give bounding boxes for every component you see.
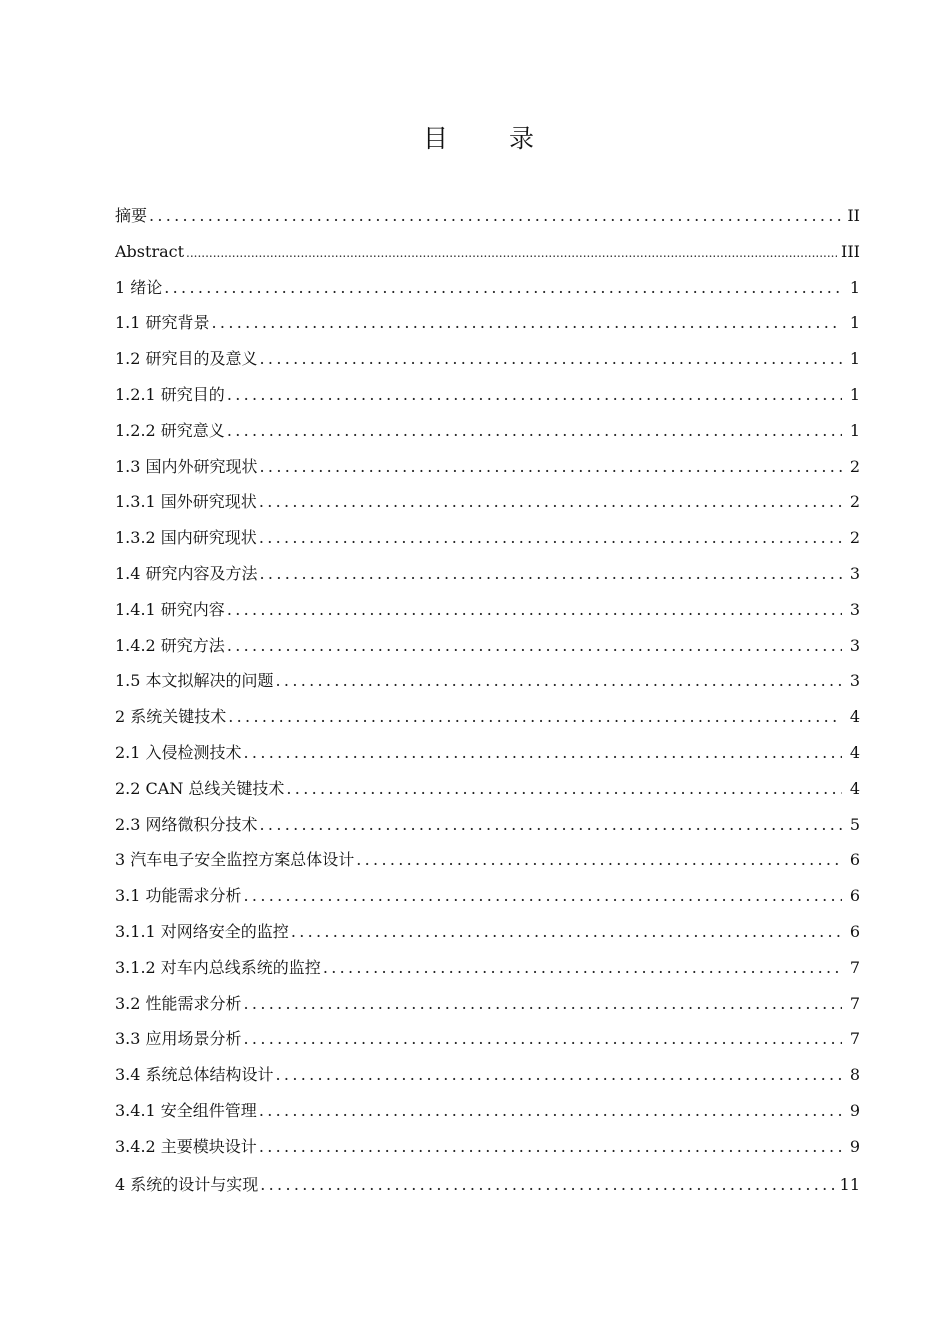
toc-leader-dots (244, 986, 842, 1022)
toc-entry (115, 449, 860, 485)
toc-entry-page: 4 (849, 742, 860, 762)
toc-entry (115, 663, 860, 699)
toc-entry-label: 2.1 入侵检测技术 (115, 742, 242, 762)
toc-list (115, 198, 860, 1202)
toc-entry-label: 2.3 网络微积分技术 (115, 814, 258, 834)
toc-entry-page: 5 (849, 814, 860, 834)
toc-entry-page: II (847, 206, 860, 225)
toc-leader-dots (212, 305, 842, 341)
toc-entry-page: 11 (839, 1174, 860, 1194)
toc-leader-dots (356, 842, 842, 878)
toc-leader-dots (260, 807, 842, 843)
toc-entry (115, 198, 860, 234)
toc-entry-page: 6 (849, 921, 860, 941)
toc-entry-label: 3.1.2 对车内总线系统的监控 (115, 957, 321, 977)
toc-entry-label: 3.4.1 安全组件管理 (115, 1100, 257, 1120)
toc-entry-label: 1.2.1 研究目的 (115, 384, 225, 404)
toc-entry-page: III (841, 241, 860, 261)
toc-leader-dots (227, 413, 842, 449)
toc-title: 目 录 (422, 124, 552, 153)
toc-entry (115, 1129, 860, 1165)
toc-entry-label: 摘要 (115, 206, 148, 225)
toc-entry (115, 1057, 860, 1093)
toc-leader-dots (260, 341, 842, 377)
toc-entry-page: 1 (849, 313, 860, 333)
toc-entry-page: 1 (849, 277, 860, 297)
toc-entry-page: 1 (849, 420, 860, 440)
toc-leader-dots (186, 236, 837, 272)
toc-entry (115, 735, 860, 771)
toc-entry-page: 2 (849, 456, 860, 476)
toc-entry-label: 1.1 研究背景 (115, 313, 210, 333)
toc-entry (115, 413, 860, 449)
toc-entry-page: 3 (849, 563, 860, 583)
toc-entry-label: 3.1.1 对网络安全的监控 (115, 921, 289, 941)
toc-leader-dots (291, 914, 842, 950)
toc-entry-label: 3.3 应用场景分析 (115, 1029, 242, 1049)
toc-leader-dots (149, 198, 842, 234)
toc-entry-label: 1.4.1 研究内容 (115, 599, 225, 619)
toc-leader-dots (260, 449, 842, 485)
toc-entry-label: 1 绪论 (115, 277, 163, 297)
toc-entry-page: 6 (849, 886, 860, 906)
toc-entry-label: 3.1 功能需求分析 (115, 886, 242, 906)
toc-leader-dots (276, 663, 842, 699)
toc-entry (115, 878, 860, 914)
toc-entry-page: 7 (849, 957, 860, 977)
toc-entry (115, 1167, 860, 1203)
toc-entry (115, 842, 860, 878)
toc-entry-label: 3.2 性能需求分析 (115, 993, 242, 1013)
toc-leader-dots (227, 377, 842, 413)
toc-leader-dots (244, 735, 842, 771)
toc-leader-dots (259, 1093, 842, 1129)
toc-leader-dots (259, 484, 842, 520)
toc-leader-dots (164, 270, 842, 306)
toc-leader-dots (244, 878, 842, 914)
toc-entry-page: 8 (849, 1065, 860, 1085)
toc-entry-label: 1.4 研究内容及方法 (115, 563, 258, 583)
toc-entry-page: 2 (849, 492, 860, 512)
toc-entry-label: 4 系统的设计与实现 (115, 1174, 259, 1194)
toc-leader-dots (260, 556, 842, 592)
toc-entry-label: 2.2 CAN 总线关键技术 (115, 778, 285, 798)
toc-entry-page: 3 (849, 671, 860, 691)
toc-entry-page: 6 (849, 850, 860, 870)
toc-entry (115, 556, 860, 592)
toc-entry (115, 305, 860, 341)
toc-leader-dots (286, 771, 842, 807)
toc-entry (115, 914, 860, 950)
toc-leader-dots (228, 699, 842, 735)
toc-entry-page: 1 (849, 349, 860, 369)
toc-entry-page: 9 (849, 1100, 860, 1120)
toc-entry-label: 1.4.2 研究方法 (115, 635, 225, 655)
toc-leader-dots (227, 628, 842, 664)
toc-entry-label: 1.3.1 国外研究现状 (115, 492, 257, 512)
toc-entry (115, 341, 860, 377)
toc-leader-dots (259, 520, 842, 556)
toc-entry-label: 1.3 国内外研究现状 (115, 456, 258, 476)
toc-entry (115, 807, 860, 843)
toc-entry (115, 592, 860, 628)
toc-entry-label: Abstract (115, 241, 185, 261)
toc-entry (115, 699, 860, 735)
toc-entry (115, 234, 860, 270)
toc-entry (115, 986, 860, 1022)
toc-entry (115, 377, 860, 413)
toc-entry (115, 270, 860, 306)
toc-leader-dots (227, 592, 842, 628)
toc-leader-dots (276, 1057, 842, 1093)
toc-entry (115, 628, 860, 664)
toc-entry-label: 3.4.2 主要模块设计 (115, 1136, 257, 1156)
toc-entry-page: 4 (849, 778, 860, 798)
toc-entry (115, 1093, 860, 1129)
toc-entry-page: 7 (849, 993, 860, 1013)
toc-leader-dots (244, 1021, 842, 1057)
toc-entry (115, 950, 860, 986)
toc-leader-dots (260, 1167, 835, 1203)
toc-entry-label: 1.2 研究目的及意义 (115, 349, 258, 369)
toc-leader-dots (323, 950, 842, 986)
toc-entry-label: 3.4 系统总体结构设计 (115, 1065, 274, 1085)
toc-entry-page: 9 (849, 1136, 860, 1156)
toc-entry-page: 2 (849, 528, 860, 548)
toc-entry-page: 3 (849, 599, 860, 619)
toc-entry-page: 7 (849, 1029, 860, 1049)
toc-entry-label: 1.3.2 国内研究现状 (115, 528, 257, 548)
toc-entry (115, 1021, 860, 1057)
toc-entry-page: 4 (849, 707, 860, 727)
toc-entry-label: 3 汽车电子安全监控方案总体设计 (115, 850, 355, 870)
toc-leader-dots (259, 1129, 842, 1165)
toc-entry (115, 771, 860, 807)
toc-entry (115, 484, 860, 520)
toc-entry-label: 1.5 本文拟解决的问题 (115, 671, 274, 691)
toc-entry-label: 1.2.2 研究意义 (115, 420, 225, 440)
toc-entry-page: 1 (849, 384, 860, 404)
toc-entry-label: 2 系统关键技术 (115, 707, 227, 727)
toc-entry-page: 3 (849, 635, 860, 655)
toc-entry (115, 520, 860, 556)
